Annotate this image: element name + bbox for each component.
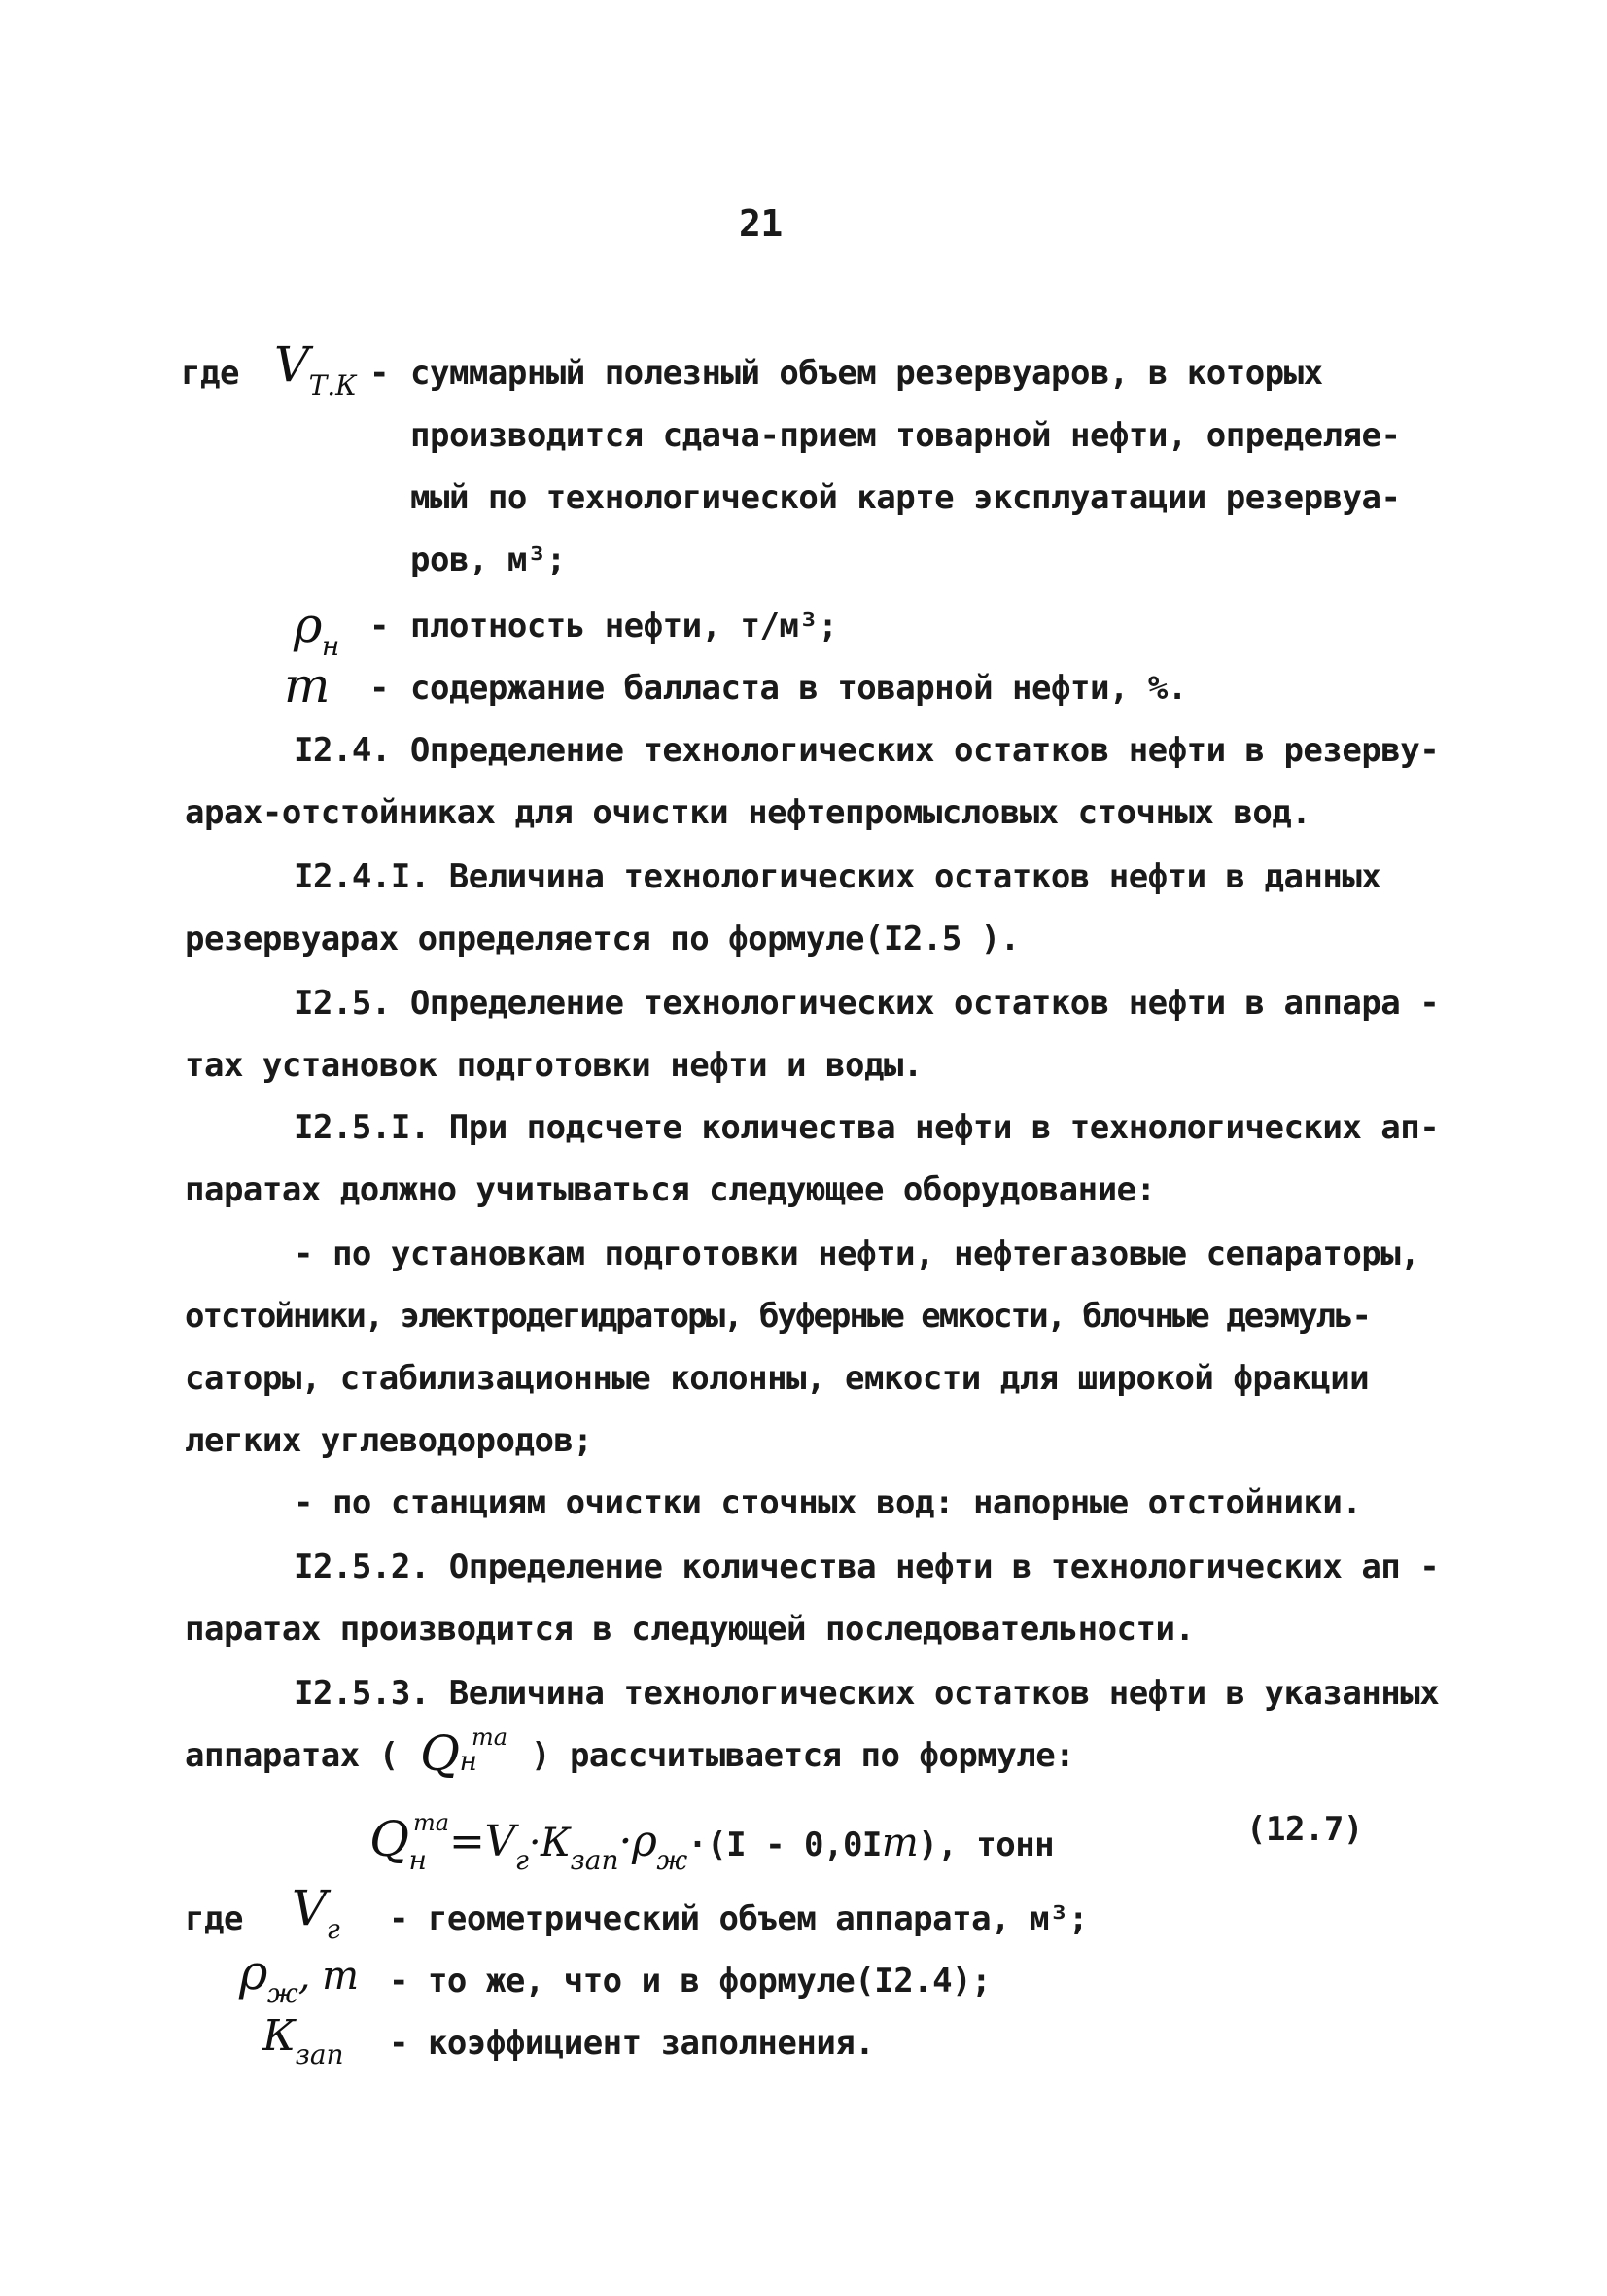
dash: - — [369, 669, 389, 708]
vtk-line-3: мый по технологической карте эксплуатации резервуа- — [410, 478, 1401, 517]
where-label: где — [181, 354, 239, 393]
formula-m: m — [881, 1821, 919, 1865]
equipment-list-line-5: - по станциям очистки сточных вод: напорные отстойники. — [294, 1483, 1362, 1522]
apparatus-line-end: ) рассчитывается по формуле: — [531, 1736, 1075, 1775]
dash: - — [369, 354, 389, 393]
section-12-5-3-line-1: I2.5.3. Величина технологических остатков нефти в указанных — [294, 1674, 1440, 1713]
where-label-2: где — [185, 1899, 243, 1938]
section-12-5-1-line-2: паратах должно учитываться следующее оборудование: — [185, 1170, 1156, 1209]
dash: - — [369, 607, 389, 645]
formula-lhs-q: $Q_н^{та}$ — [369, 1809, 450, 1876]
symbol-v-g: $V_г$ — [292, 1880, 340, 1945]
vg-definition: - геометрический объем аппарата, м³; — [389, 1899, 1088, 1938]
equipment-list-line-3: саторы, стабилизационные колонны, емкости для широкой фракции — [185, 1359, 1370, 1398]
section-12-4-line-2: арах-отстойниках для очистки нефтепромысловых сточных вод. — [185, 793, 1311, 832]
apparatus-line-start: аппаратах ( — [185, 1736, 399, 1775]
symbol-rho-n: $\rho_н$ — [294, 597, 340, 662]
k-zap-definition: - коэффициент заполнения. — [389, 2024, 875, 2063]
formula-unit: ), тонн — [918, 1826, 1055, 1864]
section-12-5-1-line-1: I2.5.I. При подсчете количества нефти в технологических ап- — [294, 1108, 1440, 1147]
formula-eq-v: $=V_г$ — [449, 1817, 529, 1876]
section-12-4-line-1: I2.4. Определение технологических остатков нефти в резерву- — [294, 731, 1440, 770]
formula-tail: ·(I - 0,0I — [687, 1826, 882, 1864]
section-12-4-1-line-2: резервуарах определяется по формуле(I2.5 ). — [185, 920, 1020, 958]
equipment-list-line-4: легких углеводородов; — [185, 1421, 593, 1460]
equipment-list-line-2: отстойники, электродегидраторы, буферные емкости, блочные деэмуль- — [185, 1297, 1371, 1336]
page-number: 21 — [739, 202, 783, 245]
formula-rho-zh: $\cdot\rho_ж$ — [618, 1817, 688, 1876]
vtk-line-2: производится сдача-прием товарной нефти, определяе- — [410, 416, 1401, 455]
section-12-5-2-line-1: I2.5.2. Определение количества нефти в технологических ап - — [294, 1548, 1440, 1586]
section-12-5-2-line-2: паратах производится в следующей последовательности. — [185, 1610, 1195, 1649]
symbol-v-tk: $V_{Т.К}$ — [274, 336, 357, 401]
section-12-5-line-1: I2.5. Определение технологических остатков нефти в аппара - — [294, 984, 1440, 1023]
symbol-q-ta: $Q^{нта}$ — [420, 1723, 508, 1782]
symbol-k-zap: $К_{зап}$ — [262, 2011, 344, 2070]
symbol-m: m — [284, 657, 330, 713]
vtk-line-4: ров, м³; — [410, 540, 566, 579]
formula-number: (12.7) — [1246, 1810, 1363, 1849]
m-definition: содержание балласта в товарной нефти, %. — [410, 669, 1187, 708]
rho-zh-definition: - то же, что и в формуле(I2.4); — [389, 1962, 992, 2000]
symbol-rho-zh-m: $\rho_ж$, m — [239, 1944, 359, 2009]
equipment-list-line-1: - по установкам подготовки нефти, нефтегазовые сепараторы, — [294, 1235, 1420, 1273]
formula-12-7 — [369, 1798, 1055, 1876]
rho-definition: плотность нефти, т/м³; — [410, 607, 838, 645]
vtk-line-1: суммарный полезный объем резервуаров, в которых — [410, 354, 1323, 393]
section-12-4-1-line-1: I2.4.I. Величина технологических остатков нефти в данных — [294, 857, 1381, 896]
formula-k-zap: $\cdot К_{зап}$ — [528, 1821, 619, 1876]
section-12-5-line-2: тах установок подготовки нефти и воды. — [185, 1046, 923, 1085]
